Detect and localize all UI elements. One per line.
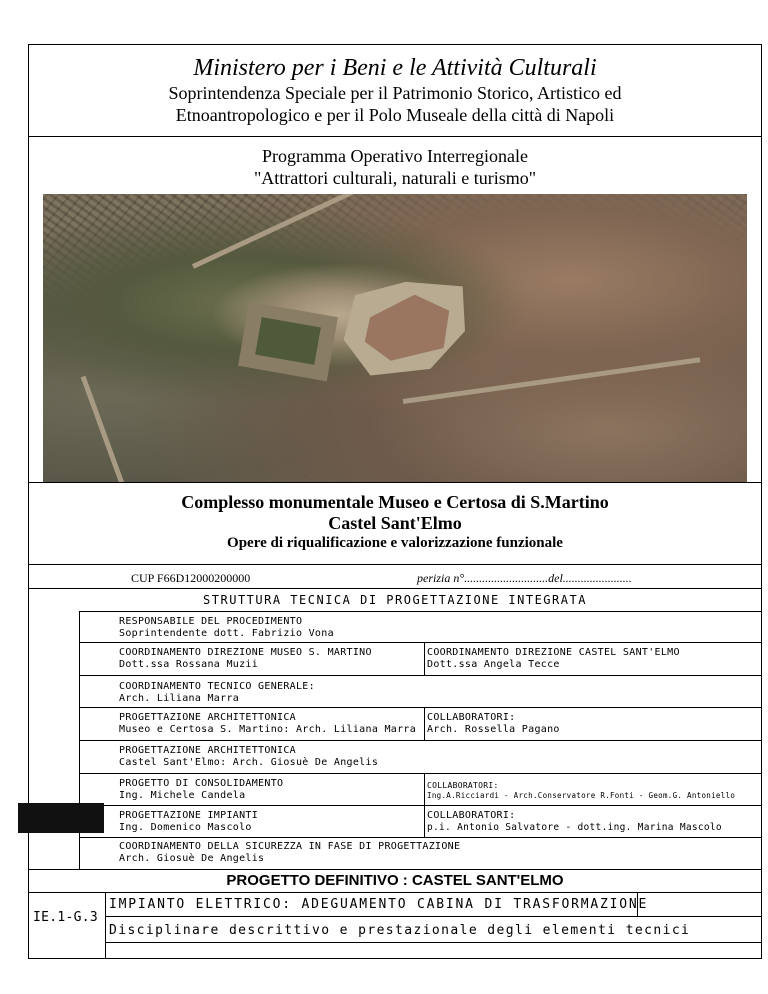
document-title: IMPIANTO ELETTRICO: ADEGUAMENTO CABINA DI TRASFORMAZIONE — [109, 897, 649, 912]
divider — [105, 942, 761, 943]
role-name: Ing. Michele Candela — [119, 790, 246, 801]
column-divider — [424, 642, 425, 675]
divider — [29, 136, 761, 137]
selected-discipline-marker — [18, 803, 104, 833]
project-title-line2: Castel Sant'Elmo — [328, 513, 462, 533]
role-name: p.i. Antonio Salvatore - dott.ing. Marina Mascolo — [427, 822, 722, 833]
role-name: Ing.A.Ricciardi - Arch.Conservatore R.Fonti - Geom.G. Antoniello — [427, 791, 736, 800]
role-name: Soprintendente dott. Fabrizio Vona — [119, 628, 334, 639]
divider — [79, 773, 761, 774]
divider — [29, 482, 761, 483]
project-subtitle: Opere di riqualificazione e valorizzazione funzionale — [227, 535, 563, 551]
role-title: COLLABORATORI: — [427, 712, 516, 723]
road — [81, 376, 134, 482]
road — [192, 194, 357, 269]
divider — [79, 740, 761, 741]
ministry-title: Ministero per i Beni e le Attività Culturali — [193, 55, 597, 81]
role-title: COORDINAMENTO TECNICO GENERALE: — [119, 681, 315, 692]
progetto-definitivo-title: PROGETTO DEFINITIVO : CASTEL SANT'ELMO — [226, 872, 564, 889]
cup-code: CUP F66D12000200000 — [131, 571, 251, 585]
column-divider — [424, 707, 425, 740]
divider — [29, 892, 761, 893]
role-name: Ing. Domenico Mascolo — [119, 822, 252, 833]
role-name: Dott.ssa Rossana Muzii — [119, 659, 259, 670]
role-title: COLLABORATORI: — [427, 810, 516, 821]
role-title: COORDINAMENTO DIREZIONE CASTEL SANT'ELMO — [427, 647, 680, 658]
role-title: PROGETTAZIONE IMPIANTI — [119, 810, 259, 821]
role-name: Arch. Rossella Pagano — [427, 724, 560, 735]
title-block-frame — [28, 44, 762, 959]
divider — [105, 916, 761, 917]
soprintendenza-line1: Soprintendenza Speciale per il Patrimonio Storico, Artistico ed — [168, 83, 622, 103]
role-title: COORDINAMENTO DIREZIONE MUSEO S. MARTINO — [119, 647, 372, 658]
role-title: COORDINAMENTO DELLA SICUREZZA IN FASE DI PROGETTAZIONE — [119, 841, 461, 852]
divider — [29, 869, 761, 870]
divider — [79, 707, 761, 708]
role-name: Dott.ssa Angela Tecce — [427, 659, 560, 670]
role-name: Museo e Certosa S. Martino: Arch. Liliana Marra — [119, 724, 417, 735]
road — [403, 357, 701, 404]
struttura-title: STRUTTURA TECNICA DI PROGETTAZIONE INTEGRATA — [203, 593, 587, 607]
divider — [79, 642, 761, 643]
project-title-line1: Complesso monumentale Museo e Certosa di S.Martino — [181, 492, 609, 512]
code-column-divider — [105, 892, 106, 958]
divider — [79, 837, 761, 838]
aerial-photo-castel-sant-elmo — [43, 194, 747, 482]
role-name: Arch. Giosuè De Angelis — [119, 853, 265, 864]
role-title: PROGETTAZIONE ARCHITETTONICA — [119, 712, 296, 723]
role-title: PROGETTO DI CONSOLIDAMENTO — [119, 778, 284, 789]
document-code: IE.1-G.3 — [33, 910, 99, 925]
programme-line1: Programma Operativo Interregionale — [262, 146, 528, 166]
divider — [79, 805, 761, 806]
programme-line2: "Attrattori culturali, naturali e turismo" — [253, 168, 537, 188]
role-name: Arch. Liliana Marra — [119, 693, 240, 704]
role-title: COLLABORATORI: — [427, 781, 499, 790]
title-box-divider — [637, 892, 638, 916]
divider — [79, 675, 761, 676]
divider — [79, 611, 761, 612]
soprintendenza-line2: Etnoantropologico e per il Polo Museale della città di Napoli — [175, 105, 615, 125]
divider — [29, 588, 761, 589]
role-title: RESPONSABILE DEL PROCEDIMENTO — [119, 616, 303, 627]
role-title: PROGETTAZIONE ARCHITETTONICA — [119, 745, 296, 756]
document-subtitle: Disciplinare descrittivo e prestazionale degli elementi tecnici — [109, 923, 691, 938]
perizia-field: perizia n°............................del....................... — [417, 571, 632, 585]
divider — [29, 564, 761, 565]
role-name: Castel Sant'Elmo: Arch. Giosuè De Angelis — [119, 757, 379, 768]
